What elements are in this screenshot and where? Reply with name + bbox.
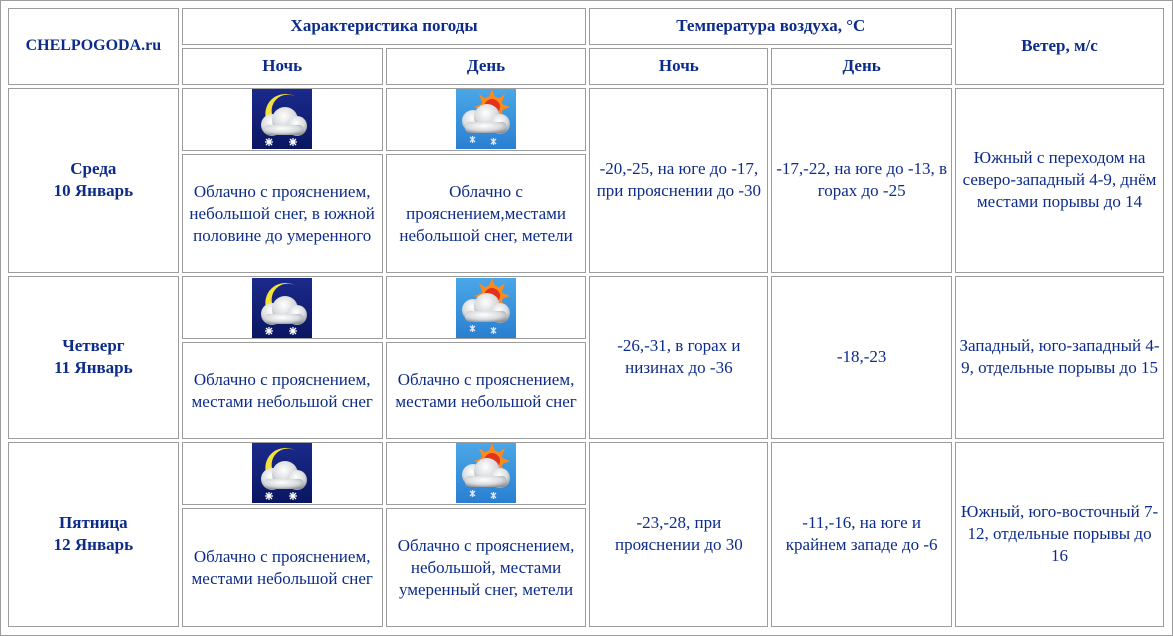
cloudy-sun-snow-icon <box>456 443 516 503</box>
night-icon-cell <box>182 88 383 151</box>
site-name-header: CHELPOGODA.ru <box>8 8 179 85</box>
air-temperature-header: Температура воздуха, °С <box>589 8 952 45</box>
weekday-label: Среда <box>70 159 117 179</box>
day-description: Облачно с прояснением, местами небольшой снег <box>386 342 587 438</box>
day-icon-cell <box>386 88 587 151</box>
temp-night-cell: -26,-31, в горах и низинах до -36 <box>589 276 768 439</box>
temp-day-cell: -17,-22, на юге до -13, в горах до -25 <box>771 88 952 273</box>
temp-night-cell: -23,-28, при прояснении до 30 <box>589 442 768 627</box>
day-cell <box>8 442 179 627</box>
weather-characteristics-header: Характеристика погоды <box>182 8 587 45</box>
day-cell <box>8 276 179 439</box>
cloudy-moon-snow-icon <box>252 443 312 503</box>
night-description: Облачно с прояснением, местами небольшой снег <box>182 508 383 627</box>
day-description: Облачно с прояснением,местами небольшой снег, метели <box>386 154 587 273</box>
temp-night-cell: -20,-25, на юге до -17, при прояснении до -30 <box>589 88 768 273</box>
night-description: Облачно с прояснением, небольшой снег, в южной половине до умеренного <box>182 154 383 273</box>
date-label: 12 Январь <box>53 535 134 555</box>
weather-night-header: Ночь <box>182 48 383 85</box>
temp-day-header: День <box>771 48 952 85</box>
date-label: 10 Январь <box>53 181 134 201</box>
night-icon-cell <box>182 276 383 339</box>
day-cell <box>8 88 179 273</box>
cloudy-sun-snow-icon <box>456 278 516 338</box>
day-icon-cell <box>386 276 587 339</box>
cloudy-moon-snow-icon <box>252 89 312 149</box>
weekday-label: Четверг <box>62 336 125 356</box>
temp-day-cell: -18,-23 <box>771 276 952 439</box>
wind-cell: Южный с переходом на северо-западный 4-9, днём местами порывы до 14 <box>955 88 1164 273</box>
cloudy-sun-snow-icon <box>456 89 516 149</box>
date-label: 11 Январь <box>54 358 133 378</box>
wind-header: Ветер, м/с <box>955 8 1164 85</box>
wind-cell: Южный, юго-восточный 7-12, отдельные порывы до 16 <box>955 442 1164 627</box>
wind-cell: Западный, юго-западный 4-9, отдельные порывы до 15 <box>955 276 1164 439</box>
temp-night-header: Ночь <box>589 48 768 85</box>
day-description: Облачно с прояснением, небольшой, местами умеренный снег, метели <box>386 508 587 627</box>
weekday-label: Пятница <box>59 513 128 533</box>
temp-day-cell: -11,-16, на юге и крайнем западе до -6 <box>771 442 952 627</box>
day-icon-cell <box>386 442 587 505</box>
night-description: Облачно с прояснением, местами небольшой снег <box>182 342 383 438</box>
cloudy-moon-snow-icon <box>252 278 312 338</box>
forecast-table <box>5 5 1167 630</box>
weather-day-header: День <box>386 48 587 85</box>
night-icon-cell <box>182 442 383 505</box>
